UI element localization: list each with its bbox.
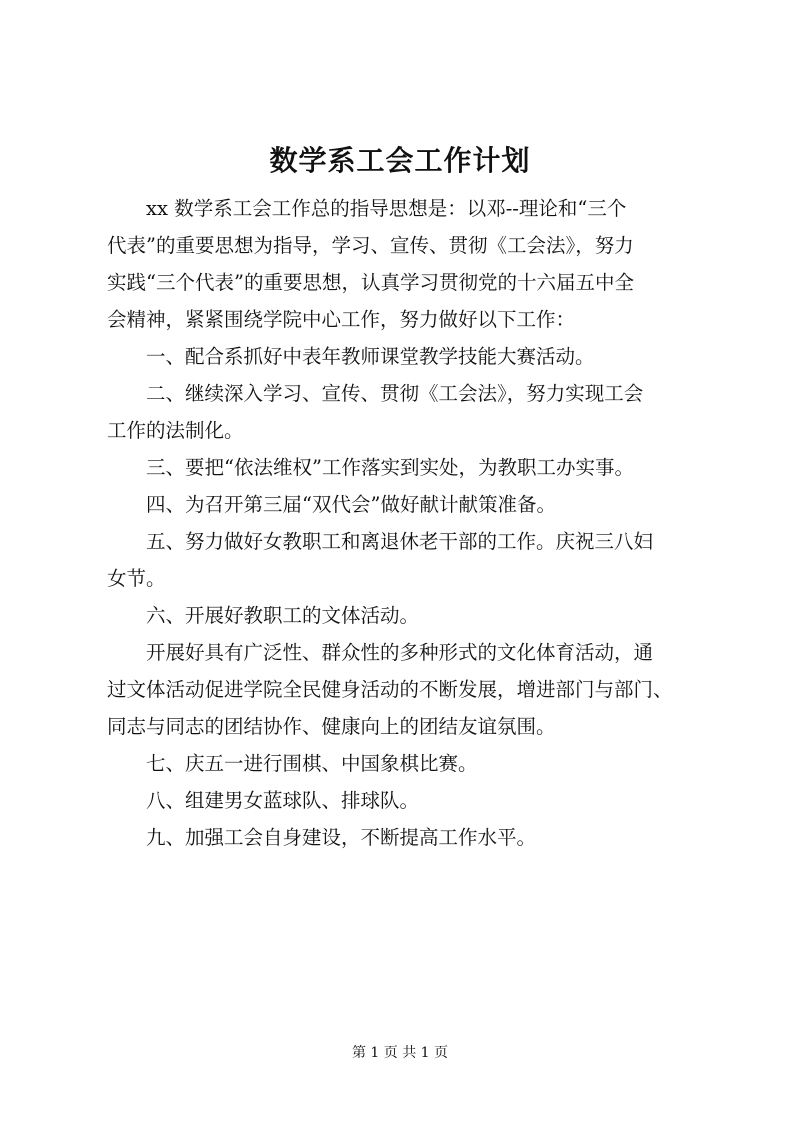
document-title: 数学系工会工作计划 xyxy=(269,144,531,177)
paragraph-item-7 xyxy=(107,745,717,782)
paragraph-line: 一、配合系抓好中表年教师课堂教学技能大赛活动。 xyxy=(146,345,595,368)
paragraph-line: 会精神，紧紧围绕学院中心工作，努力做好以下工作： xyxy=(107,308,576,331)
paragraph-line: 过文体活动促进学院全民健身活动的不断发展，增进部门与部门、 xyxy=(107,678,673,701)
paragraph-line: 六、开展好教职工的文体活动。 xyxy=(146,604,420,627)
paragraph-sports-activities xyxy=(107,634,717,745)
paragraph-item-8 xyxy=(107,782,717,819)
paragraph-line: 五、努力做好女教职工和离退休老干部的工作。庆祝三八妇 xyxy=(146,530,654,553)
paragraph-line: 三、要把“依法维权”工作落实到实处，为教职工办实事。 xyxy=(146,456,634,479)
paragraph-item-9 xyxy=(107,819,717,856)
document-body xyxy=(107,190,717,856)
paragraph-line: 同志与同志的团结协作、健康向上的团结友谊氛围。 xyxy=(107,715,556,738)
paragraph-line: 女节。 xyxy=(107,567,166,590)
paragraph-item-4 xyxy=(107,486,717,523)
paragraph-line: 七、庆五一进行围棋、中国象棋比赛。 xyxy=(146,752,478,775)
page-number-footer: 第 1 页 共 1 页 xyxy=(351,1045,449,1061)
paragraph-line: 九、加强工会自身建设，不断提高工作水平。 xyxy=(146,826,537,849)
paragraph-item-3 xyxy=(107,449,717,486)
paragraph-item-2 xyxy=(107,375,717,449)
paragraph-line: 四、为召开第三届“双代会”做好献计献策准备。 xyxy=(146,493,556,516)
paragraph-line: 实践“三个代表”的重要思想，认真学习贯彻党的十六届五中全 xyxy=(107,271,634,294)
paragraph-line: 八、组建男女蓝球队、排球队。 xyxy=(146,789,420,812)
paragraph-guiding-principle xyxy=(107,190,717,338)
paragraph-line: 开展好具有广泛性、群众性的多种形式的文化体育活动，通 xyxy=(146,641,654,664)
paragraph-line: 二、继续深入学习、宣传、贯彻《工会法》，努力实现工会 xyxy=(146,382,644,405)
paragraph-item-5 xyxy=(107,523,717,597)
paragraph-line: 代表”的重要思想为指导，学习、宣传、贯彻《工会法》，努力 xyxy=(107,234,634,257)
paragraph-item-6 xyxy=(107,597,717,634)
paragraph-line: xx 数学系工会工作总的指导思想是：以邓--理论和“三个 xyxy=(146,197,627,220)
paragraph-line: 工作的法制化。 xyxy=(107,419,244,442)
paragraph-item-1 xyxy=(107,338,717,375)
